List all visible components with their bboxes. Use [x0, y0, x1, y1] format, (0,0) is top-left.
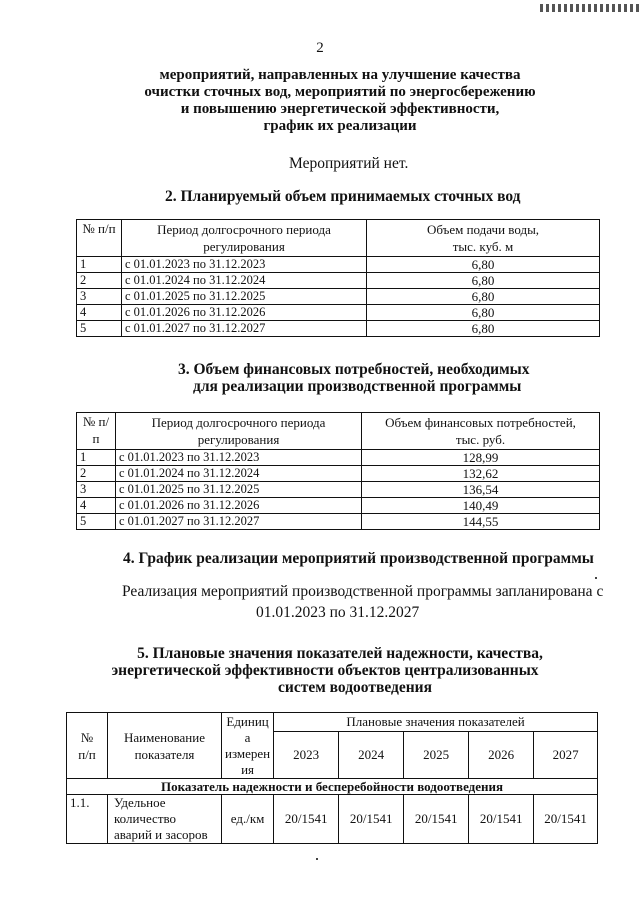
row-value: 6,80 — [367, 289, 600, 305]
header-text: ия — [241, 761, 255, 777]
row-number: 4 — [77, 305, 122, 321]
intro-line: мероприятий, направленных на улучшение качества — [159, 67, 521, 83]
row-value: 144,55 — [362, 514, 600, 530]
row-value: 6,80 — [367, 305, 600, 321]
section-4-title: 4. График реализации мероприятий производственной программы — [123, 550, 594, 567]
header-year: 2027 — [534, 732, 598, 779]
financial-needs-table — [76, 412, 600, 530]
water-volume-table — [76, 219, 600, 337]
row-indicator-name — [108, 795, 222, 844]
row-value: 132,62 — [362, 466, 600, 482]
scan-dot — [316, 858, 318, 860]
row-period: с 01.01.2025 по 31.12.2025 — [122, 289, 367, 305]
scan-dot — [595, 577, 597, 579]
row-number: 2 — [77, 466, 116, 482]
table-group-row — [67, 779, 598, 795]
table-row — [77, 273, 600, 289]
row-period: с 01.01.2024 по 31.12.2024 — [122, 273, 367, 289]
header-number: № п/п — [77, 413, 116, 450]
row-value: 20/1541 — [469, 795, 534, 844]
row-value: 20/1541 — [534, 795, 598, 844]
header-indicator-name — [108, 713, 222, 779]
row-number: 2 — [77, 273, 122, 289]
title-line: систем водоотведения — [278, 679, 432, 696]
header-year: 2024 — [339, 732, 404, 779]
section-4-text-line2: 01.01.2023 по 31.12.2027 — [256, 604, 420, 621]
header-text: Объем финансовых потребностей, — [385, 415, 576, 430]
header-text: Наименование — [124, 729, 205, 745]
row-number: 1 — [77, 450, 116, 466]
header-text: № — [80, 729, 94, 745]
table-row — [77, 482, 600, 498]
group-label: Показатель надежности и бесперебойности водоотведения — [67, 779, 598, 795]
section-3-title — [178, 361, 530, 395]
header-period — [122, 220, 367, 257]
header-text: тыс. куб. м — [452, 239, 514, 254]
row-value: 20/1541 — [274, 795, 339, 844]
row-value: 136,54 — [362, 482, 600, 498]
row-period: с 01.01.2025 по 31.12.2025 — [116, 482, 362, 498]
section-2-title: 2. Планируемый объем принимаемых сточных вод — [165, 188, 521, 205]
scan-mark — [540, 4, 640, 12]
table-row — [77, 257, 600, 273]
section-4-text-line1: Реализация мероприятий производственной программы запланирована с — [122, 583, 604, 600]
header-text: п/п — [78, 746, 96, 762]
row-number: 3 — [77, 482, 116, 498]
header-text: а — [244, 729, 251, 745]
row-value: 6,80 — [367, 321, 600, 337]
name-line: аварий и засоров — [114, 827, 208, 842]
table-row — [77, 498, 600, 514]
intro-line: очистки сточных вод, мероприятий по энергосбережению — [144, 84, 536, 100]
header-number: № п/п — [77, 220, 122, 257]
table-row — [67, 795, 598, 844]
row-value: 20/1541 — [404, 795, 469, 844]
header-year: 2023 — [274, 732, 339, 779]
row-value: 140,49 — [362, 498, 600, 514]
no-measures-text: Мероприятий нет. — [289, 155, 409, 172]
row-value: 6,80 — [367, 273, 600, 289]
header-volume — [367, 220, 600, 257]
row-number: 1 — [77, 257, 122, 273]
table-row — [77, 321, 600, 337]
intro-line: и повышению энергетической эффективности, — [180, 101, 500, 117]
row-number: 5 — [77, 514, 116, 530]
row-number: 3 — [77, 289, 122, 305]
header-plan-values: Плановые значения показателей — [274, 713, 598, 732]
header-text: Объем подачи воды, — [426, 222, 540, 237]
row-period: с 01.01.2027 по 31.12.2027 — [122, 321, 367, 337]
name-line: количество — [114, 811, 177, 826]
row-period: с 01.01.2027 по 31.12.2027 — [116, 514, 362, 530]
table-row — [77, 450, 600, 466]
row-number: 1.1. — [67, 795, 108, 844]
title-line: 3. Объем финансовых потребностей, необходимых — [178, 361, 530, 378]
title-line: для реализации производственной программы — [193, 378, 522, 395]
header-text: регулирования — [203, 239, 285, 254]
header-text: Период долгосрочного периода — [151, 415, 326, 430]
table-header-row — [67, 713, 598, 732]
row-value: 6,80 — [367, 257, 600, 273]
header-text: показателя — [134, 746, 195, 762]
intro-line: график их реализации — [263, 118, 417, 134]
header-text: Период долгосрочного периода — [157, 222, 331, 237]
header-text: тыс. руб. — [455, 432, 506, 447]
intro-heading — [0, 67, 640, 135]
title-line: энергетической эффективности объектов централизованных — [111, 662, 539, 679]
header-year: 2026 — [469, 732, 534, 779]
row-unit: ед./км — [222, 795, 274, 844]
table-header-row — [77, 220, 600, 257]
header-text: измерен — [225, 745, 271, 761]
title-line: 5. Плановые значения показателей надежности, качества, — [137, 645, 543, 662]
row-period: с 01.01.2026 по 31.12.2026 — [122, 305, 367, 321]
row-value: 128,99 — [362, 450, 600, 466]
section-5-title — [0, 645, 640, 696]
row-period: с 01.01.2026 по 31.12.2026 — [116, 498, 362, 514]
table-row — [77, 514, 600, 530]
header-text: регулирования — [197, 432, 280, 447]
row-value: 20/1541 — [339, 795, 404, 844]
header-finance — [362, 413, 600, 450]
indicators-table — [66, 712, 598, 844]
header-period — [116, 413, 362, 450]
row-number: 5 — [77, 321, 122, 337]
page-number: 2 — [316, 40, 324, 56]
row-period: с 01.01.2023 по 31.12.2023 — [116, 450, 362, 466]
header-unit — [222, 713, 274, 779]
header-year: 2025 — [404, 732, 469, 779]
table-row — [77, 466, 600, 482]
row-period: с 01.01.2024 по 31.12.2024 — [116, 466, 362, 482]
header-text: Единиц — [226, 713, 269, 729]
row-number: 4 — [77, 498, 116, 514]
name-line: Удельное — [114, 795, 166, 810]
table-row — [77, 289, 600, 305]
table-header-row — [77, 413, 600, 450]
row-period: с 01.01.2023 по 31.12.2023 — [122, 257, 367, 273]
table-row — [77, 305, 600, 321]
header-number — [67, 713, 108, 779]
